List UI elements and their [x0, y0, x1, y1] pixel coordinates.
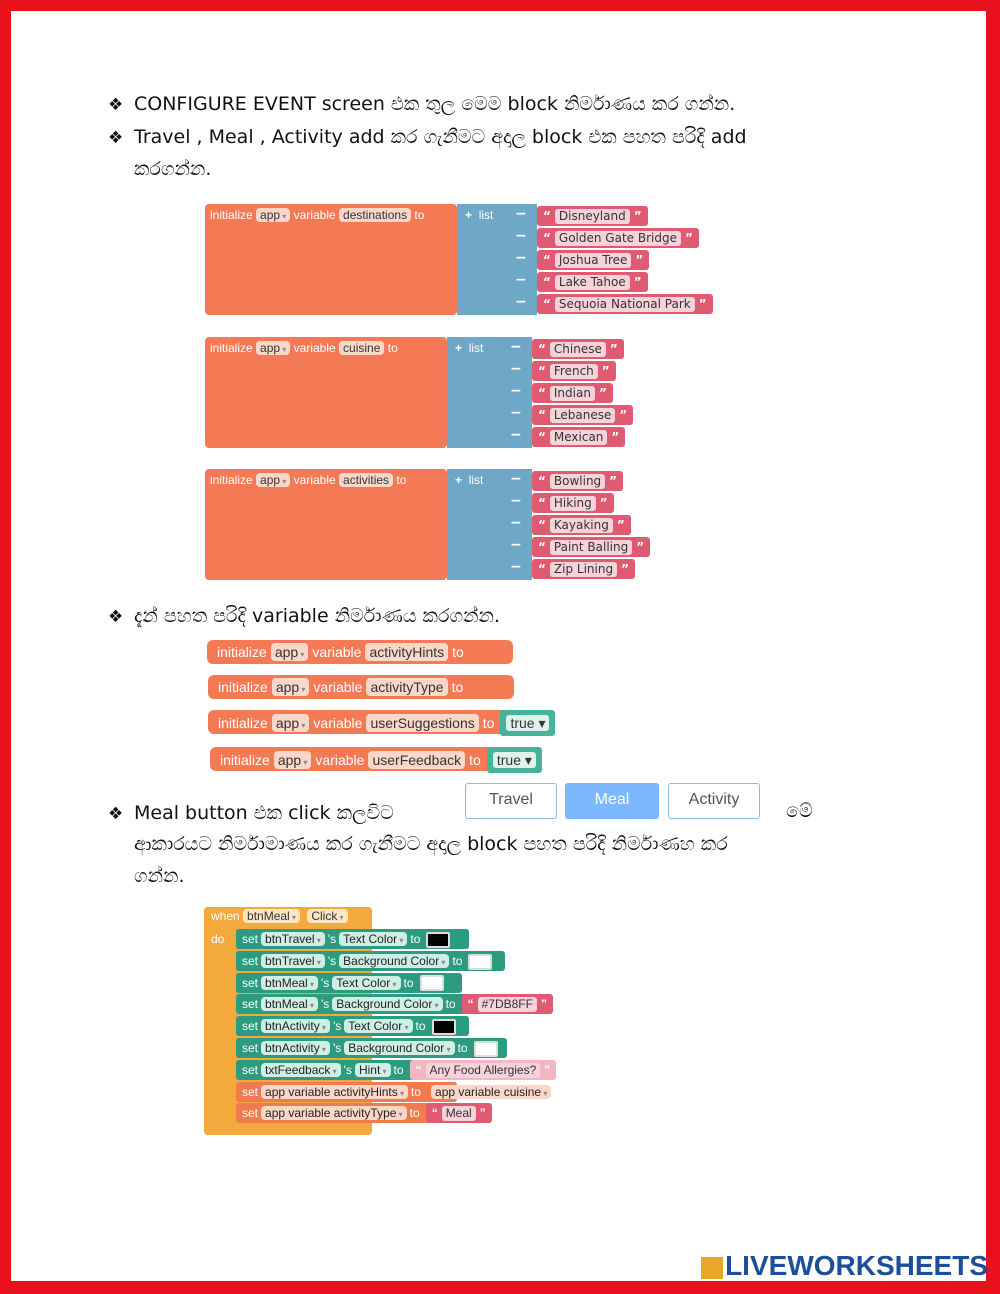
string-value[interactable]: French: [550, 364, 598, 379]
string-value[interactable]: Any Food Allergies?: [426, 1063, 541, 1078]
close-quote-icon: ”: [609, 474, 618, 488]
component-dropdown[interactable]: btnTravel ▾: [261, 954, 325, 968]
init-header: [210, 208, 424, 222]
component-dropdown[interactable]: btnActivity ▾: [261, 1019, 330, 1033]
scope-dropdown[interactable]: app ▾: [274, 751, 312, 769]
do-label: do: [211, 932, 225, 946]
diamond-bullet-icon: ❖: [108, 128, 124, 148]
string-block: [532, 361, 616, 381]
scope-dropdown[interactable]: app ▾: [272, 714, 310, 732]
close-quote-icon: ”: [616, 518, 625, 532]
property-dropdown[interactable]: Text Color ▾: [332, 976, 400, 990]
event-name[interactable]: Click ▾: [307, 909, 347, 923]
open-quote-icon: “: [543, 275, 551, 289]
list-minus-icon[interactable]: −: [510, 361, 522, 377]
open-quote-icon: “: [543, 297, 551, 311]
close-quote-icon: ”: [636, 540, 645, 554]
variable-dropdown[interactable]: app variable activityType ▾: [261, 1106, 407, 1120]
set-property-block: [236, 951, 505, 971]
string-block: [532, 471, 623, 491]
to-label: to: [414, 208, 425, 222]
possessive-label: 's: [327, 932, 337, 946]
string-block: [532, 559, 635, 579]
component-dropdown[interactable]: btnTravel ▾: [261, 932, 325, 946]
list-header: [455, 473, 483, 487]
initialize-label: initialize: [218, 679, 268, 695]
open-quote-icon: “: [538, 496, 546, 510]
list-minus-icon[interactable]: −: [510, 493, 522, 509]
variable-name[interactable]: destinations: [339, 208, 411, 222]
initialize-label: initialize: [210, 473, 253, 487]
close-quote-icon: ”: [621, 562, 629, 576]
list-label: list: [468, 341, 484, 355]
property-dropdown[interactable]: Hint ▾: [355, 1063, 391, 1077]
list-minus-icon[interactable]: −: [510, 471, 522, 487]
color-swatch[interactable]: [468, 954, 492, 970]
to-label: to: [469, 752, 481, 768]
list-minus-icon[interactable]: −: [510, 537, 522, 553]
diamond-bullet-icon: ❖: [108, 95, 124, 115]
list-minus-icon[interactable]: −: [510, 427, 522, 443]
color-swatch[interactable]: [420, 975, 444, 991]
color-swatch[interactable]: [432, 1019, 456, 1035]
boolean-block: [487, 747, 542, 773]
scope-dropdown[interactable]: app ▾: [272, 678, 310, 696]
boolean-value[interactable]: true ▾: [506, 715, 549, 731]
close-quote-icon: ”: [599, 496, 608, 510]
variable-label: variable: [312, 644, 362, 660]
to-label: to: [451, 679, 464, 695]
close-quote-icon: ”: [598, 386, 607, 400]
string-value[interactable]: Lake Tahoe: [555, 275, 630, 290]
string-block: [532, 427, 625, 447]
to-label: to: [445, 997, 456, 1012]
component-dropdown[interactable]: txtFeedback ▾: [261, 1063, 341, 1077]
scope-dropdown[interactable]: app ▾: [256, 208, 290, 222]
initialize-label: initialize: [210, 341, 253, 355]
instruction-2-text: Travel , Meal , Activity add කර ගැනීමට අදාල block එක පහත පරිදි add: [134, 126, 747, 148]
string-value[interactable]: Indian: [550, 386, 595, 401]
close-quote-icon: ”: [684, 231, 693, 245]
initialize-variable-block: [207, 640, 513, 664]
boolean-value[interactable]: true ▾: [493, 752, 536, 768]
string-block: [532, 537, 650, 557]
initialize-list-block: [205, 469, 447, 580]
open-quote-icon: “: [431, 1106, 438, 1121]
close-quote-icon: ”: [611, 430, 620, 444]
close-quote-icon: ”: [601, 364, 610, 378]
instruction-4-text: Meal button එක click කලවිට: [134, 802, 394, 824]
to-label: to: [409, 1106, 420, 1121]
string-value[interactable]: Golden Gate Bridge: [555, 231, 681, 246]
property-dropdown[interactable]: Background Color ▾: [344, 1041, 454, 1055]
scope-dropdown[interactable]: app ▾: [256, 473, 290, 487]
open-quote-icon: “: [538, 562, 546, 576]
close-quote-icon: ”: [633, 209, 642, 223]
diamond-bullet-icon: ❖: [108, 607, 124, 627]
instruction-4-after: මේ: [786, 800, 813, 822]
scope-dropdown[interactable]: app ▾: [256, 341, 290, 355]
open-quote-icon: “: [543, 231, 551, 245]
string-value[interactable]: Disneyland: [555, 209, 630, 224]
string-block: [532, 383, 613, 403]
to-label: to: [410, 932, 421, 946]
open-quote-icon: “: [538, 364, 546, 378]
list-minus-icon[interactable]: −: [510, 339, 522, 355]
string-value[interactable]: Meal: [442, 1106, 476, 1121]
initialize-list-block: [205, 204, 457, 315]
set-label: set: [242, 975, 259, 990]
list-minus-icon[interactable]: −: [515, 206, 527, 222]
to-label: to: [403, 975, 414, 990]
set-label: set: [242, 1062, 259, 1077]
string-value[interactable]: Kayaking: [550, 518, 613, 533]
possessive-label: 's: [332, 1041, 342, 1055]
open-quote-icon: “: [543, 209, 551, 223]
variable-label: variable: [293, 473, 336, 487]
set-label: set: [242, 953, 259, 968]
close-quote-icon: ”: [698, 297, 707, 311]
instruction-1: [108, 88, 888, 122]
property-dropdown[interactable]: Text Color ▾: [344, 1019, 412, 1033]
scope-dropdown[interactable]: app ▾: [271, 643, 309, 661]
string-block: [537, 250, 649, 270]
close-quote-icon: ”: [544, 1062, 551, 1077]
to-label: to: [457, 1041, 468, 1055]
string-value[interactable]: Paint Balling: [550, 540, 632, 555]
list-header: [455, 341, 483, 355]
instruction-4-cont2: ගන්න.: [134, 865, 185, 887]
event-header: [211, 909, 348, 923]
component-dropdown[interactable]: btnActivity ▾: [261, 1041, 330, 1055]
set-variable-block: [236, 1082, 542, 1102]
open-quote-icon: “: [538, 518, 546, 532]
travel-button[interactable]: Travel: [465, 783, 557, 819]
set-label: set: [242, 1041, 259, 1055]
close-quote-icon: ”: [540, 997, 547, 1012]
variable-dropdown[interactable]: app variable activityHints ▾: [261, 1085, 408, 1099]
set-property-block: [236, 1038, 507, 1058]
string-value[interactable]: Zip Lining: [550, 562, 617, 577]
open-quote-icon: “: [467, 997, 474, 1012]
string-block: [537, 228, 699, 248]
to-label: to: [452, 953, 463, 968]
possessive-label: 's: [343, 1062, 352, 1077]
initialize-variable-block: [208, 675, 514, 699]
instruction-2-cont: කරගන්න.: [134, 158, 212, 180]
list-header: [465, 208, 493, 222]
instruction-1-text: CONFIGURE EVENT screen එක තුල මෙම block නිර්මාණය කර ගන්න.: [134, 93, 736, 115]
variable-label: variable: [313, 715, 363, 731]
set-property-block: [236, 973, 462, 993]
variable-name[interactable]: activityType: [366, 678, 447, 696]
list-minus-icon[interactable]: −: [515, 228, 527, 244]
possessive-label: 's: [332, 1019, 342, 1034]
liveworksheets-logo: [701, 1250, 988, 1282]
variable-name[interactable]: cuisine: [339, 341, 384, 355]
string-block: [410, 1060, 557, 1080]
instruction-3-text: දැන් පහත පරිදි variable නිර්මාණය කරගන්න.: [134, 605, 500, 627]
set-label: set: [242, 1084, 259, 1099]
instruction-4-cont1: ආකාරයට නිර්මාමාණය කර ගැනීමට අදාල block පහත පරිදි නිර්මාණහ කර: [134, 833, 728, 855]
to-label: to: [415, 1019, 426, 1034]
property-dropdown[interactable]: Background Color ▾: [339, 954, 449, 968]
set-property-block: [236, 1060, 551, 1080]
set-property-block: [236, 1016, 469, 1036]
color-swatch[interactable]: [426, 932, 450, 948]
variable-name[interactable]: activityHints: [365, 643, 448, 661]
initialize-variable-block: [210, 747, 532, 771]
to-label: to: [387, 341, 398, 355]
logo-icon: [701, 1257, 723, 1279]
property-dropdown[interactable]: Text Color ▾: [339, 932, 407, 946]
string-value[interactable]: Hiking: [550, 496, 596, 511]
string-value[interactable]: Lebanese: [550, 408, 615, 423]
string-value[interactable]: Sequoia National Park: [555, 297, 695, 312]
init-header: [210, 473, 406, 487]
when-label: when: [211, 909, 240, 923]
open-quote-icon: “: [538, 430, 546, 444]
initialize-list-block: [205, 337, 447, 448]
list-minus-icon[interactable]: −: [510, 559, 522, 575]
instruction-2: [108, 121, 888, 155]
close-quote-icon: ”: [633, 275, 642, 289]
variable-name[interactable]: userSuggestions: [366, 714, 478, 732]
diamond-bullet-icon: ❖: [108, 804, 124, 824]
open-quote-icon: “: [538, 342, 546, 356]
init-header: [210, 341, 398, 355]
initialize-label: initialize: [217, 644, 267, 660]
possessive-label: 's: [320, 975, 330, 990]
list-plus-icon[interactable]: +: [455, 473, 463, 487]
set-property-block: [236, 994, 547, 1014]
string-value[interactable]: #7DB8FF: [478, 997, 537, 1012]
initialize-variable-block: [208, 710, 546, 734]
list-minus-icon[interactable]: −: [515, 250, 527, 266]
open-quote-icon: “: [543, 253, 551, 267]
string-block: [532, 515, 631, 535]
getter-block[interactable]: app variable cuisine ▾: [431, 1085, 551, 1099]
to-label: to: [411, 1084, 422, 1099]
string-block: [532, 339, 624, 359]
variable-name[interactable]: activities: [339, 473, 393, 487]
set-label: set: [242, 932, 259, 946]
close-quote-icon: ”: [609, 342, 618, 356]
variable-name[interactable]: userFeedback: [368, 751, 465, 769]
string-block: [462, 994, 553, 1014]
close-quote-icon: ”: [635, 253, 644, 267]
set-property-block: [236, 929, 469, 949]
open-quote-icon: “: [538, 474, 546, 488]
possessive-label: 's: [320, 997, 330, 1012]
to-label: to: [482, 715, 495, 731]
string-block: [537, 206, 648, 226]
list-minus-icon[interactable]: −: [515, 272, 527, 288]
variable-label: variable: [315, 752, 365, 768]
event-component[interactable]: btnMeal ▾: [243, 909, 300, 923]
set-label: set: [242, 997, 259, 1012]
meal-button[interactable]: Meal: [565, 783, 659, 819]
close-quote-icon: ”: [619, 408, 628, 422]
string-block: [537, 272, 648, 292]
possessive-label: 's: [327, 953, 337, 968]
list-label: list: [478, 208, 494, 222]
string-value[interactable]: Chinese: [550, 342, 606, 357]
instruction-3: [108, 600, 888, 634]
string-block: [532, 405, 633, 425]
list-minus-icon[interactable]: −: [510, 515, 522, 531]
variable-label: variable: [293, 341, 336, 355]
list-minus-icon[interactable]: −: [510, 405, 522, 421]
boolean-block: [500, 710, 555, 736]
variable-label: variable: [313, 679, 363, 695]
string-block: [537, 294, 713, 314]
logo-text: LIVEWORKSHEETS: [725, 1250, 988, 1281]
string-value[interactable]: Bowling: [550, 474, 605, 489]
set-label: set: [242, 1106, 259, 1121]
list-label: list: [468, 473, 484, 487]
property-dropdown[interactable]: Background Color ▾: [332, 997, 442, 1011]
string-block: [532, 493, 614, 513]
component-dropdown[interactable]: btnMeal ▾: [261, 976, 318, 990]
string-value[interactable]: Joshua Tree: [555, 253, 632, 268]
initialize-label: initialize: [210, 208, 253, 222]
list-plus-icon[interactable]: +: [465, 208, 473, 222]
close-quote-icon: ”: [479, 1106, 486, 1121]
set-label: set: [242, 1019, 259, 1034]
to-label: to: [452, 644, 464, 660]
variable-label: variable: [293, 208, 336, 222]
string-block: [426, 1103, 492, 1123]
to-label: to: [396, 473, 407, 487]
string-value[interactable]: Mexican: [550, 430, 608, 445]
list-minus-icon[interactable]: −: [515, 294, 527, 310]
list-plus-icon[interactable]: +: [455, 341, 463, 355]
color-swatch[interactable]: [474, 1041, 498, 1057]
open-quote-icon: “: [538, 408, 546, 422]
initialize-label: initialize: [218, 715, 268, 731]
list-minus-icon[interactable]: −: [510, 383, 522, 399]
initialize-label: initialize: [220, 752, 270, 768]
open-quote-icon: “: [538, 386, 546, 400]
open-quote-icon: “: [538, 540, 546, 554]
set-variable-block: [236, 1103, 486, 1123]
activity-button[interactable]: Activity: [668, 783, 760, 819]
to-label: to: [393, 1062, 404, 1077]
open-quote-icon: “: [415, 1062, 422, 1077]
component-dropdown[interactable]: btnMeal ▾: [261, 997, 318, 1011]
